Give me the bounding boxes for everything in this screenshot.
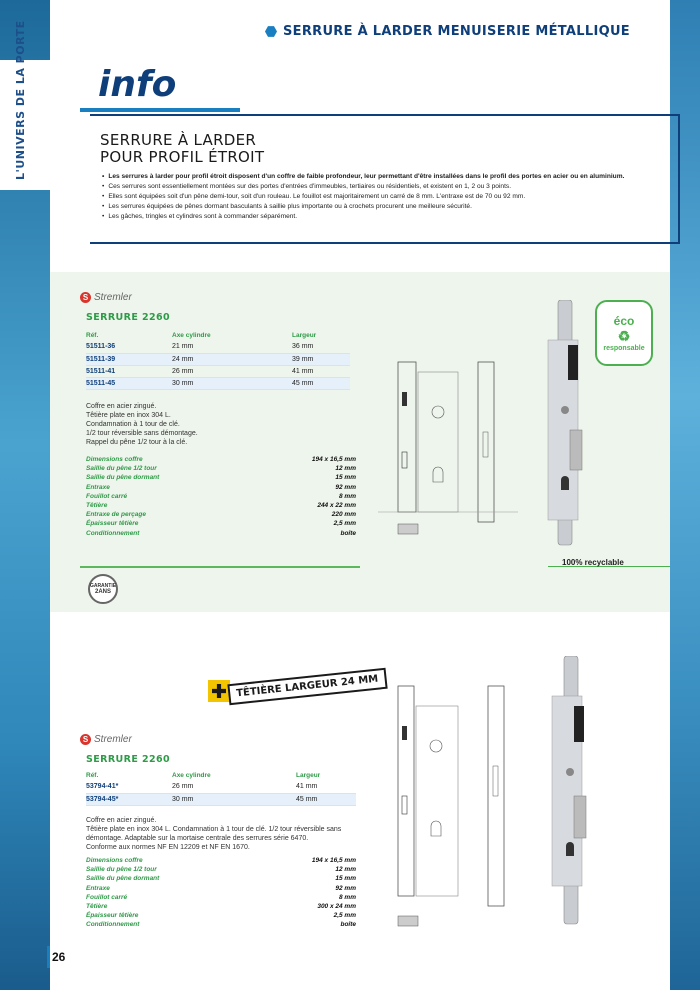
spec-value: boîte [340,529,356,537]
spec-row [86,492,356,501]
table-row [86,341,350,353]
spec-value: 8 mm [339,893,356,901]
axe-cell: 21 mm [172,341,292,353]
axe-cell: 24 mm [172,353,292,365]
col-header-largeur: Largeur [292,332,317,339]
spec-value: 8 mm [339,492,356,500]
axe-cell: 30 mm [172,377,292,389]
ref-cell: 53794-41* [86,781,172,793]
table-row [86,377,350,389]
table-row [86,365,350,377]
product2-specs [86,856,356,930]
spec-label: Entraxe de perçage [86,511,146,519]
info-heading-line2: POUR PROFIL ÉTROIT [100,148,265,166]
info-bullet: • Les serrures équipées de pênes dormant basculants à saillie plus importante ou à crochets procurent une meilleure sécurité. [102,202,672,212]
product1-brand [80,292,132,303]
side-tab-label: L'UNIVERS DE LA PORTE [14,20,27,180]
col-header-ref: Réf. [86,332,99,339]
spec-label: Fouillot carré [86,893,128,901]
info-heading-line1: SERRURE À LARDER [100,131,257,149]
col-header-largeur: Largeur [296,772,321,779]
guarantee-badge [88,574,118,604]
spec-value: boîte [340,921,356,929]
product1-description [86,402,356,447]
spec-value: 15 mm [335,875,356,883]
catalog-page [50,0,670,990]
product2-brand [80,734,132,745]
table-row [86,353,350,365]
plus-icon [208,680,230,702]
spec-label: Saillie du pêne 1/2 tour [86,465,157,473]
axe-cell: 26 mm [172,781,296,793]
product1-series: SERRURE 2260 [86,312,171,323]
spec-value: 92 mm [335,483,356,491]
col-header-axe: Axe cylindre [172,332,211,339]
spec-value: 2,5 mm [333,912,356,920]
stremler-logo-icon: S [80,292,91,303]
spec-row [86,911,356,920]
largeur-cell: 45 mm [292,377,350,389]
spec-row [86,893,356,902]
product2-description [86,816,376,852]
spec-row [86,529,356,538]
spec-value: 12 mm [335,866,356,874]
recyclable-label: 100% recyclable [562,558,624,567]
spec-label: Entraxe [86,483,110,491]
largeur-cell: 41 mm [296,781,356,793]
eco-responsable-badge [595,300,653,366]
largeur-cell: 41 mm [292,365,350,377]
description-line: Condamnation à 1 tour de clé. [86,421,180,428]
spec-value: 220 mm [331,511,356,519]
largeur-cell: 36 mm [292,341,350,353]
table-row [86,793,356,805]
product2-brand-label: Stremler [94,734,132,745]
spec-label: Têtière [86,903,108,911]
tetiere-badge: TÊTIÈRE LARGEUR 24 MM [227,668,387,705]
spec-row [86,473,356,482]
spec-row [86,884,356,893]
ref-cell: 51511-36 [86,341,172,353]
product2-lock-photo [530,656,610,926]
description-line: Coffre en acier zingué. [86,817,157,824]
stremler-logo-icon: S [80,734,91,745]
section-header [265,24,630,39]
product1-ref-table [86,330,350,390]
spec-row [86,519,356,528]
spec-label: Dimensions coffre [86,456,143,463]
spec-row [86,865,356,874]
ref-cell: 51511-41 [86,365,172,377]
spec-label: Fouillot carré [86,492,128,500]
description-line: Conforme aux normes NF EN 12209 et NF EN 1670. [86,844,250,851]
spec-label: Saillie du pêne dormant [86,875,160,883]
info-underline [80,108,240,112]
product2-ref-table [86,770,356,806]
guarantee-line1: GARANTIE [89,583,117,589]
recycle-icon: ♻ [617,328,631,344]
col-header-axe: Axe cylindre [172,772,211,779]
guarantee-line2: 2ANS [94,589,111,595]
spec-row [86,510,356,519]
spec-row [86,902,356,911]
info-title: info [98,64,177,105]
spec-value: 12 mm [335,465,356,473]
axe-cell: 26 mm [172,365,292,377]
spec-label: Épaisseur têtière [86,912,139,920]
product1-technical-drawing [378,352,528,562]
spec-label: Saillie du pêne dormant [86,474,160,482]
page-number-bar [47,946,50,968]
spec-row [86,455,356,464]
spec-value: 300 x 24 mm [317,903,356,911]
spec-label: Conditionnement [86,921,140,929]
spec-row [86,874,356,883]
description-line: Rappel du pêne 1/2 tour à la clé. [86,439,188,446]
ref-cell: 53794-45* [86,793,172,805]
table-row [86,781,356,793]
spec-row [86,464,356,473]
info-heading [100,132,264,166]
spec-row [86,483,356,492]
ref-cell: 51511-39 [86,353,172,365]
hexagon-bullet-icon [265,26,277,38]
ref-cell: 51511-45 [86,377,172,389]
spec-label: Épaisseur têtière [86,520,139,528]
product1-brand-label: Stremler [94,292,132,303]
spec-value: 15 mm [335,474,356,482]
largeur-cell: 45 mm [296,793,356,805]
description-line: démontage. Adaptable sur la mortaise centrale des serrures série 6470. [86,835,309,842]
spec-row [86,920,356,929]
info-bullet: • Les serrures à larder pour profil étroit disposent d'un coffre de faible profondeur, leur permettant d'être installées dans le profil des portes en acier ou en aluminium. [102,172,672,182]
spec-label: Saillie du pêne 1/2 tour [86,866,157,874]
spec-value: 92 mm [335,884,356,892]
page-number: 26 [52,950,66,964]
spec-label: Dimensions coffre [86,857,143,864]
eco-line1: éco [613,314,635,328]
spec-value: 194 x 16,5 mm [311,857,356,864]
info-bullet: • Ces serrures sont essentiellement montées sur des portes d'entrées d'immeubles, tertiaires ou résidentiels, et existent en 1, 2 ou 3 points. [102,182,672,192]
description-line: Coffre en acier zingué. [86,403,157,410]
description-line: Têtière plate en inox 304 L. [86,412,171,419]
spec-value: 2,5 mm [333,520,356,528]
spec-label: Conditionnement [86,529,140,537]
spec-row [86,501,356,510]
description-line: Têtière plate en inox 304 L. Condamnation à 1 tour de clé. 1/2 tour réversible sans [86,826,342,833]
section-header-label: SERRURE À LARDER MENUISERIE MÉTALLIQUE [282,24,630,39]
info-bullet: • Les gâches, tringles et cylindres sont à commander séparément. [102,212,672,222]
spec-value: 244 x 22 mm [317,502,356,510]
spec-label: Têtière [86,502,108,510]
spec-label: Entraxe [86,884,110,892]
info-bullet-list [102,172,672,222]
info-bullet: • Elles sont équipées soit d'un pêne demi-tour, soit d'un rouleau. Le fouillot est majoritairement un carré de 8 mm. L'entraxe est de 70 ou 92 mm. [102,192,672,202]
product1-separator [80,566,360,568]
spec-row [86,856,356,865]
product1-specs [86,455,356,538]
product2-series: SERRURE 2260 [86,754,171,765]
product2-technical-drawing [380,666,525,936]
description-line: 1/2 tour réversible sans démontage. [86,430,198,437]
col-header-ref: Réf. [86,772,99,779]
eco-line2: responsable [603,345,645,352]
axe-cell: 30 mm [172,793,296,805]
largeur-cell: 39 mm [292,353,350,365]
spec-value: 194 x 16,5 mm [311,456,356,463]
